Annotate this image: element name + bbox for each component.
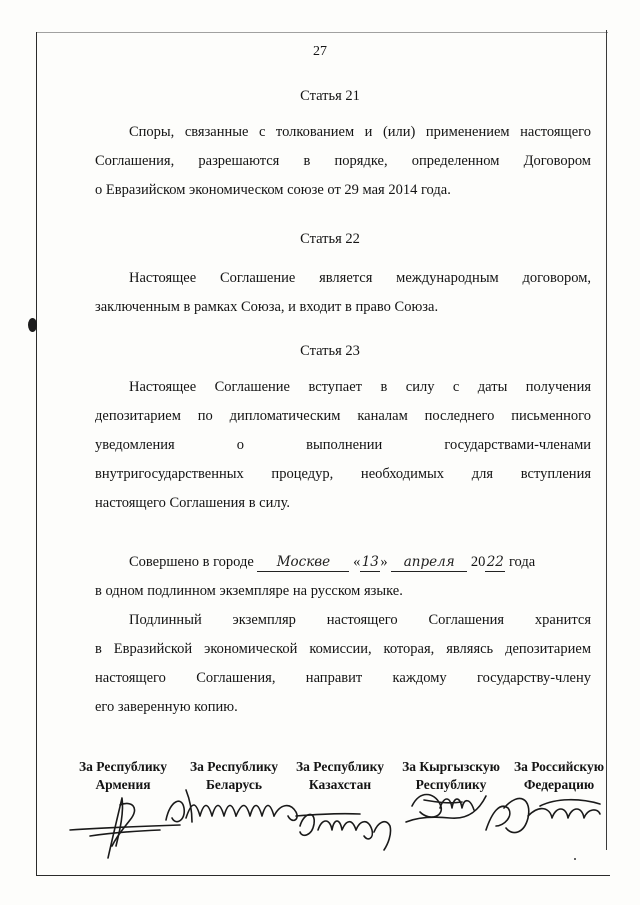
article-22-heading: Статья 22 — [300, 231, 360, 247]
page-border-right — [606, 30, 607, 850]
text-line: Настоящее Соглашение вступает в силу с даты получения — [129, 379, 591, 395]
done-at-line — [95, 548, 591, 577]
text-line: о Евразийском экономическом союзе от 29 мая 2014 года. — [95, 182, 451, 198]
text-line: Настоящее Соглашение является международным договором, — [129, 270, 591, 286]
closing-clause — [95, 548, 591, 722]
signatory-country: Армения — [95, 777, 151, 792]
signatory-line: За Республику — [79, 759, 167, 774]
signatory-country: Казахстан — [308, 777, 372, 792]
text-line: настоящего Соглашения, направит каждому государству-члену — [95, 670, 591, 686]
text-line: депозитарием по дипломатическим каналам последнего письменного — [95, 408, 591, 424]
binding-hole-mark — [28, 318, 37, 332]
signatory-country: Федерацию — [523, 777, 595, 792]
text-line: в Евразийской экономической комиссии, которая, являясь депозитарием — [95, 641, 591, 657]
signatory-kyrgyzstan — [397, 758, 505, 794]
signatory-line: За Российскую — [513, 759, 605, 774]
done-prefix: Совершено в городе — [129, 554, 254, 570]
close-quote: » — [380, 554, 388, 570]
signatory-russia — [510, 758, 608, 794]
page-border-bottom — [36, 875, 610, 876]
text-line: настоящего Соглашения в силу. — [95, 495, 291, 511]
signatory-belarus — [185, 758, 283, 794]
signatory-line: За Республику — [296, 759, 384, 774]
article-23-heading: Статья 23 — [300, 343, 360, 359]
signatory-line: За Кыргызскую — [402, 759, 500, 774]
page-number: 27 — [313, 44, 327, 59]
text-line: уведомления о выполнении государствами-членами — [95, 437, 591, 453]
signatory-country: Республику — [415, 777, 487, 792]
article-21-heading: Статья 21 — [300, 88, 360, 104]
text-line: в одном подлинном экземпляре на русском языке. — [95, 583, 403, 599]
city-handwritten: Москве — [257, 553, 349, 572]
article-21-text — [95, 118, 591, 205]
day-handwritten: 13 — [361, 554, 379, 570]
year-prefix: 20 — [470, 554, 486, 570]
year-suffix: года — [508, 554, 536, 570]
open-quote: « — [353, 554, 361, 570]
signatory-line: За Республику — [190, 759, 278, 774]
month-handwritten: апреля — [391, 553, 467, 572]
scan-speck — [574, 858, 576, 860]
article-22-text — [95, 264, 591, 322]
page-border-left — [36, 32, 37, 875]
signatory-armenia — [74, 758, 172, 794]
text-line: внутригосударственных процедур, необходимых для вступления — [95, 466, 591, 482]
page-border-top — [36, 32, 608, 33]
text-line: Подлинный экземпляр настоящего Соглашения хранится — [129, 612, 591, 628]
text-line: его заверенную копию. — [95, 699, 238, 715]
text-line: заключенным в рамках Союза, и входит в право Союза. — [95, 299, 439, 315]
article-23-text — [95, 373, 591, 518]
text-line: Споры, связанные с толкованием и (или) применением настоящего — [129, 124, 591, 140]
signatory-country: Беларусь — [205, 777, 263, 792]
text-line: Соглашения, разрешаются в порядке, определенном Договором — [95, 153, 591, 169]
signatory-kazakhstan — [291, 758, 389, 794]
year-handwritten: 22 — [486, 554, 504, 570]
